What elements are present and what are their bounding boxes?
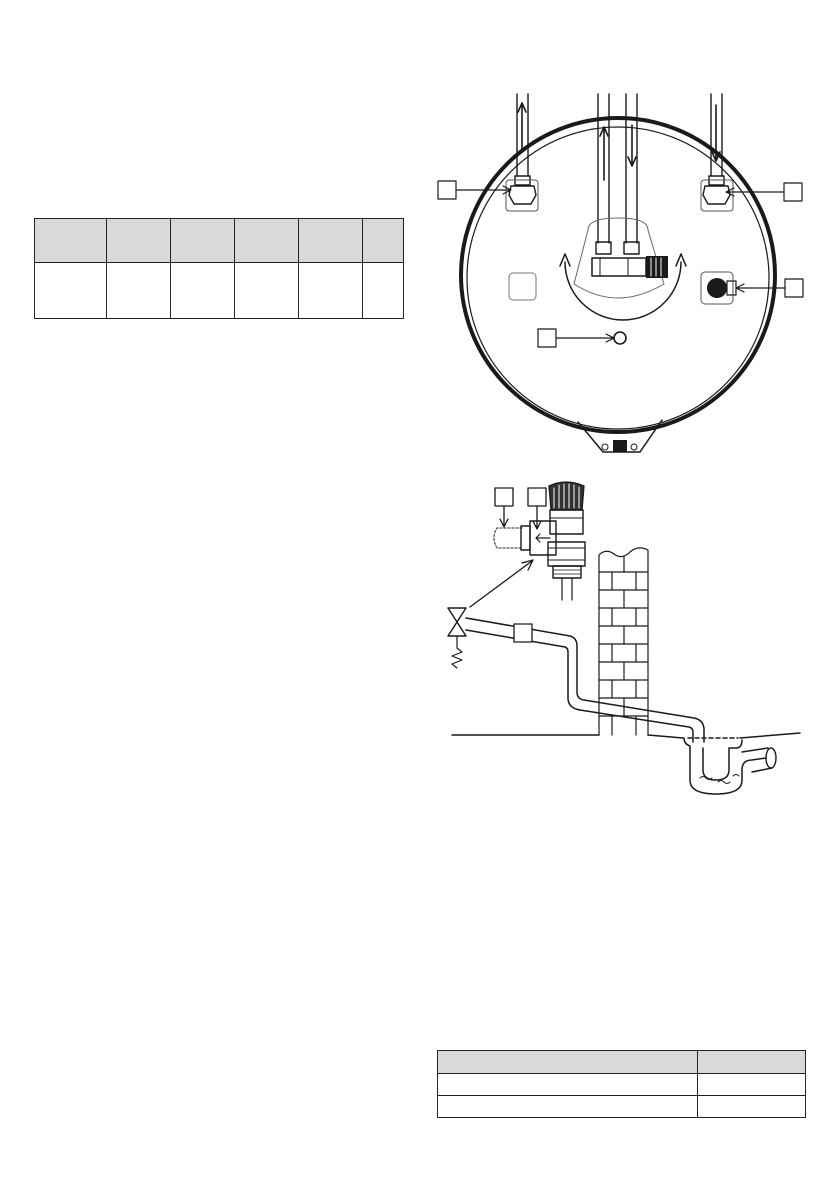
arrow-up-icon (518, 103, 526, 150)
fitting-left (509, 186, 536, 204)
water-waves (700, 775, 739, 784)
table-cell (438, 1096, 698, 1118)
leader-arrow (736, 284, 785, 292)
callout-box (785, 279, 803, 297)
anode-nut (727, 281, 736, 295)
callouts-heater (438, 181, 803, 347)
drain-pipe-inner (466, 630, 693, 742)
fitting-right (703, 186, 730, 204)
siphon-outlet-end (766, 748, 776, 768)
shutoff-valve-icon (448, 608, 466, 636)
leader-arrow (556, 334, 614, 342)
indicator-light (614, 332, 626, 344)
callout-box (495, 488, 513, 506)
summary-table (437, 1050, 806, 1118)
table-header-row (438, 1051, 806, 1074)
mixing-valve-knob (646, 256, 668, 278)
callout-box (538, 329, 556, 347)
tank-outer-rim (461, 118, 775, 432)
table-cell (698, 1096, 806, 1118)
bottom-bracket-screw (602, 444, 608, 450)
valve-thread (553, 566, 581, 578)
safety-valve-diagram (448, 482, 800, 794)
valve-upper-body (550, 510, 583, 534)
ghost-lever (494, 528, 522, 548)
callout-box (514, 624, 532, 642)
table-header-cell (438, 1051, 698, 1074)
pipe-connector (596, 242, 611, 254)
table-row (438, 1096, 806, 1118)
valve-indicator (536, 534, 550, 542)
callout-box (438, 181, 456, 199)
arrow-down-icon (628, 125, 636, 166)
anode-cap (707, 278, 727, 298)
valve-hex-lines (548, 548, 585, 560)
table-row (438, 1074, 806, 1096)
siphon-trap (684, 738, 766, 794)
table-cell (698, 1074, 806, 1096)
callout-box (528, 488, 546, 506)
table-cell (438, 1074, 698, 1096)
water-heater-front-view (461, 94, 775, 452)
callout-box (784, 183, 802, 201)
arrow-up-icon (600, 127, 608, 180)
floor-line (740, 733, 800, 738)
valve-lever (521, 526, 530, 550)
valve-thread-lines (553, 570, 581, 574)
valve-hex-nut (548, 542, 585, 566)
spring-symbol (452, 636, 462, 668)
table-header-cell (698, 1051, 806, 1074)
leader-arrow (533, 506, 541, 529)
connection-arrow (470, 560, 533, 607)
bottom-bracket-screw (631, 444, 637, 450)
leader-arrow (500, 506, 508, 527)
indicator-plate (509, 273, 536, 300)
tank-inner-rim (467, 127, 769, 429)
floor-line (452, 735, 683, 738)
pipe-connector (624, 242, 639, 254)
bottom-bracket-knob (613, 440, 627, 452)
